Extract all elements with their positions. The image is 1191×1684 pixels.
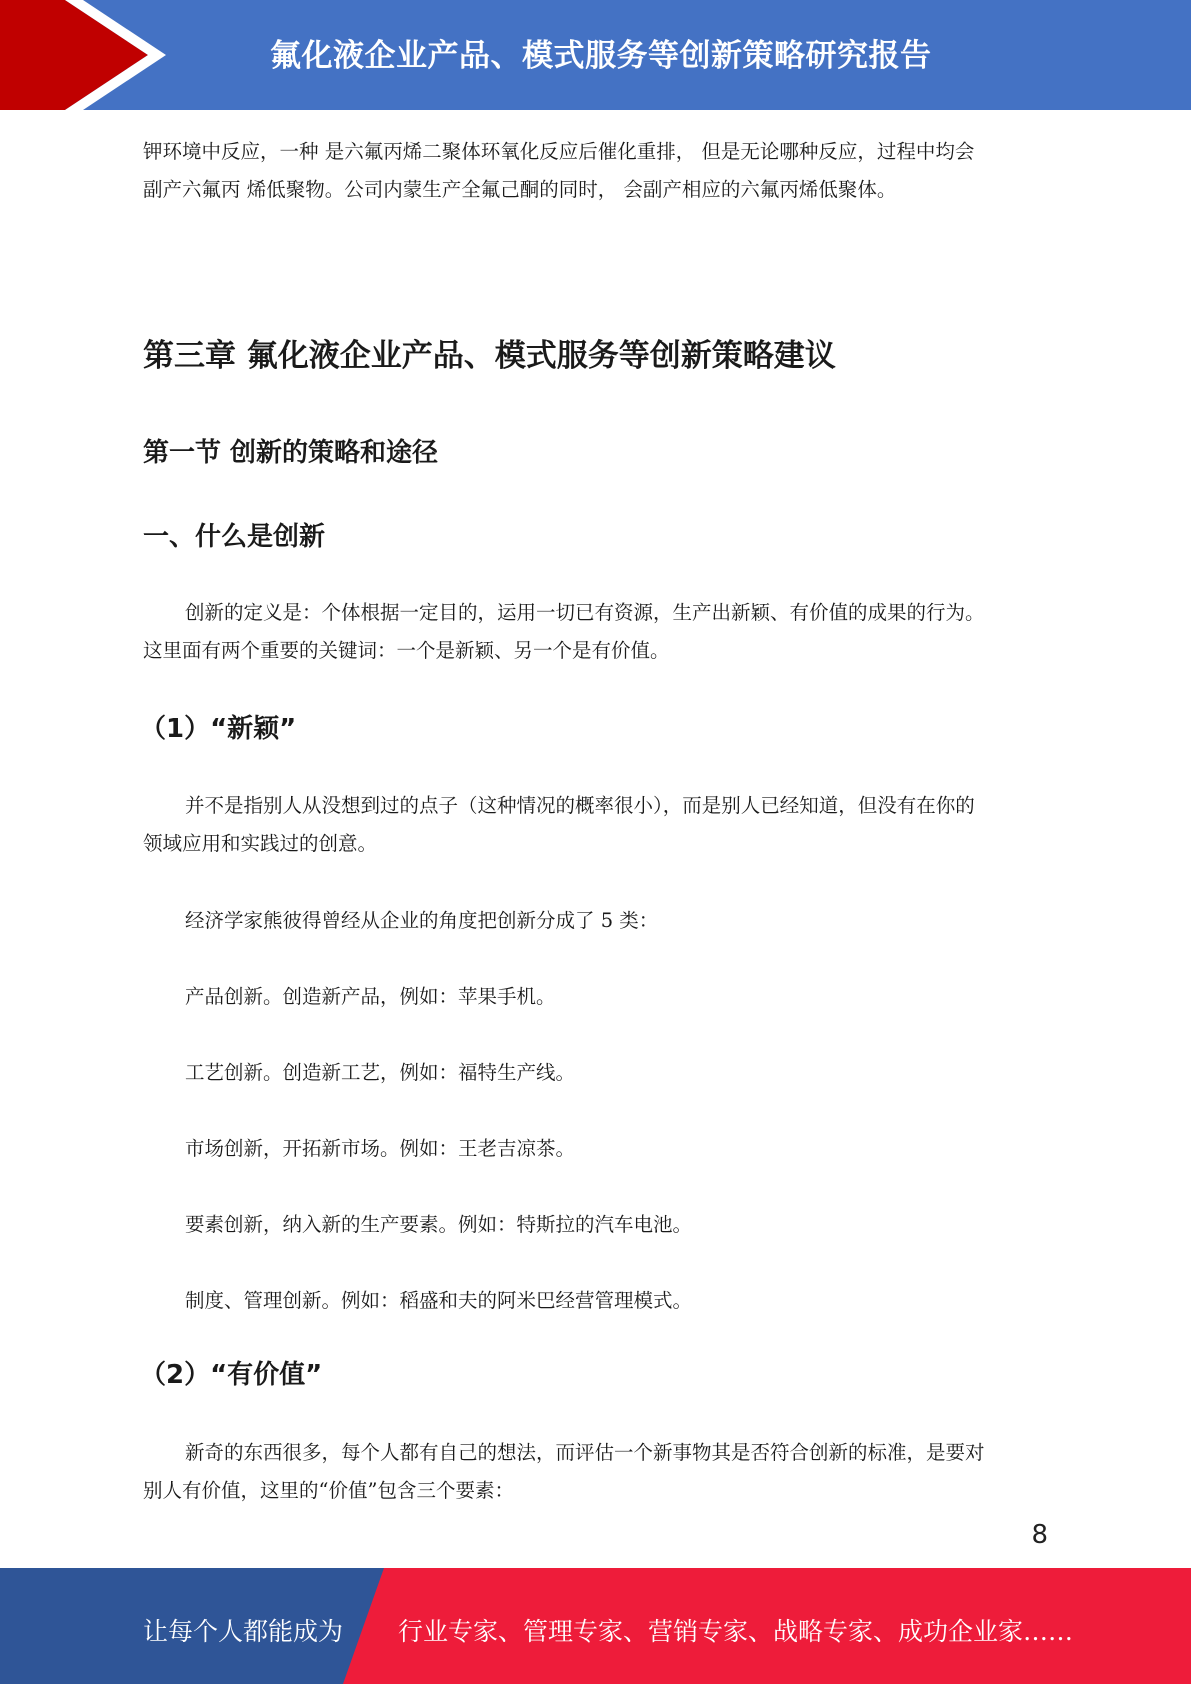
definition-line: 这里面有两个重要的关键词：一个是新颖、另一个是有价值。 — [143, 639, 670, 662]
page-number: 8 — [1031, 1520, 1048, 1550]
definition-paragraph — [143, 594, 1053, 670]
novel-line: 并不是指别人从没想到过的点子（这种情况的概率很小），而是别人已经知道，但没有在你的 — [185, 794, 975, 817]
category-item: 市场创新，开拓新市场。例如：王老吉凉茶。 — [185, 1137, 576, 1160]
category-item: 要素创新，纳入新的生产要素。例如：特斯拉的汽车电池。 — [185, 1213, 693, 1236]
novel-paragraph — [143, 787, 1053, 863]
chapter-heading: 第三章 氟化液企业产品、模式服务等创新策略建议 — [143, 338, 836, 374]
header-title: 氟化液企业产品、模式服务等创新策略研究报告 — [270, 38, 932, 74]
footer-slogan-left: 让每个人都能成为 — [143, 1617, 344, 1646]
intro-line: 副产六氟丙 烯低聚物。公司内蒙生产全氟己酮的同时， 会副产相应的六氟丙烯低聚体。 — [143, 178, 897, 201]
valuable-heading: （2）“有价值” — [140, 1360, 323, 1390]
category-item: 制度、管理创新。例如：稻盛和夫的阿米巴经营管理模式。 — [185, 1289, 693, 1312]
header-red-arrow — [0, 0, 148, 110]
intro-paragraph — [143, 133, 1053, 209]
page-footer — [0, 1568, 1191, 1684]
intro-line: 钾环境中反应，一种 是六氟丙烯二聚体环氧化反应后催化重排， 但是无论哪种反应，过程中均会 — [143, 140, 975, 163]
footer-slogan-right: 行业专家、管理专家、营销专家、战略专家、成功企业家…… — [398, 1617, 1074, 1646]
novel-heading: （1）“新颖” — [140, 714, 297, 744]
valuable-paragraph — [143, 1434, 1053, 1510]
novel-line: 领域应用和实践过的创意。 — [143, 832, 378, 855]
definition-line: 创新的定义是：个体根据一定目的，运用一切已有资源，生产出新颖、有价值的成果的行为。 — [185, 601, 985, 624]
valuable-line: 别人有价值，这里的“价值”包含三个要素： — [143, 1479, 514, 1502]
category-item: 产品创新。创造新产品，例如：苹果手机。 — [185, 985, 556, 1008]
category-item: 工艺创新。创造新工艺，例如：福特生产线。 — [185, 1061, 576, 1084]
subsection-heading: 一、什么是创新 — [143, 522, 326, 552]
schumpeter-sentence: 经济学家熊彼得曾经从企业的角度把创新分成了 5 类： — [185, 909, 659, 932]
page-header — [0, 0, 1191, 110]
valuable-line: 新奇的东西很多，每个人都有自己的想法，而评估一个新事物其是否符合创新的标准，是要对 — [185, 1441, 985, 1464]
section-heading: 第一节 创新的策略和途径 — [143, 438, 439, 468]
